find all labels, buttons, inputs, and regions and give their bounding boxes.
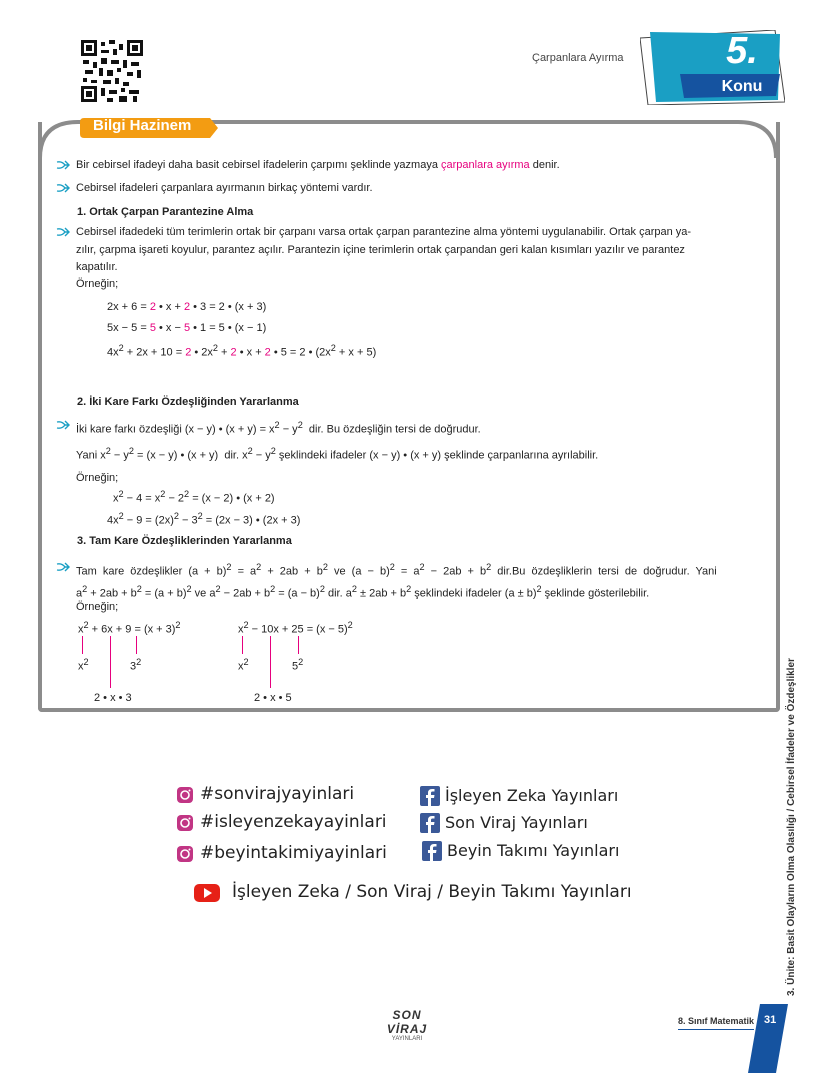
facebook-page-1[interactable]: İşleyen Zeka Yayınları <box>445 786 619 805</box>
arrow-bullet-icon <box>56 183 70 193</box>
pointer-line <box>270 636 271 688</box>
section-3-text-2: $a^2 + 2ab + b^2 = (a + b)^2$ ve $a^2 - 2ab + b^2 = (a - b)^2$ dir. $a^2 \pm 2ab + b^2$ şeklindeki ifadeler $(a \pm b)^2$ şeklinde gösterilebilir. <box>76 584 650 600</box>
instagram-icon <box>176 814 194 832</box>
section-1-text-1: Cebirsel ifadedeki tüm terimlerin ortak bir çarpanı varsa ortak çarpan parantezine alma yöntemi uygulanabilir. Ortak çarpan ya- <box>76 226 692 238</box>
youtube-icon <box>194 884 220 902</box>
facebook-page-2[interactable]: Son Viraj Yayınları <box>445 813 588 832</box>
label-x-squared: $x^2$ <box>238 657 249 673</box>
instagram-handle-3[interactable]: #beyintakimiyayinlari <box>200 843 387 863</box>
qr-code <box>81 40 143 102</box>
equation-3: $4x^2 + 2x + 10 = 2$ • $2x^2 + 2$ • x + 2 • 5 = 2 • $(2x^2 + x + 5)$ <box>107 343 377 359</box>
section-2-text-2: Yani $x^2 - y^2 = (x - y)$ • (x + y) dir. $x^2 - y^2$ şeklindeki ifadeler (x − y) • (x + y) şeklinde çarpanlarına ayrılabilir. <box>76 446 599 462</box>
arrow-bullet-icon <box>56 160 70 170</box>
section-1-text-2: zılır, çarpma işareti koyulur, parantez açılır. Parantezin içine terimlerin ortak çarpandan geri kalan kısımları yazılır ve parantez <box>76 244 685 256</box>
arrow-bullet-icon <box>56 420 70 430</box>
section-3-example-label: Örneğin; <box>76 601 119 613</box>
unit-number: 5. <box>726 30 758 72</box>
page-number: 31 <box>764 1014 777 1026</box>
pointer-line <box>82 636 83 654</box>
equation-5: $4x^2 - 9 = (2x)^2 - 3^2 = (2x - 3)$ • (2x + 3) <box>107 511 301 527</box>
label-x-squared: $x^2$ <box>78 657 89 673</box>
facebook-page-3[interactable]: Beyin Takımı Yayınları <box>447 841 620 860</box>
book-title: 8. Sınıf Matematik <box>678 1016 755 1026</box>
equation-4: $x^2 - 4 = x^2 - 2^2 = (x - 2)$ • (x + 2) <box>113 489 275 505</box>
section-2-title: 2. İki Kare Farkı Özdeşliğinden Yararlanma <box>77 396 299 408</box>
youtube-channel[interactable]: İşleyen Zeka / Son Viraj / Beyin Takımı Yayınları <box>232 882 632 902</box>
logo-sub: YAYINLARI <box>391 1036 423 1042</box>
facebook-icon <box>420 813 440 833</box>
section-3-text-1: Tam kare özdeşlikler $(a + b)^2 = a^2 + 2ab + b^2$ ve $(a - b)^2 = a^2 - 2ab + b^2$ dir.Bu özdeşliklerin tersi de doğrudur. Yani <box>76 562 717 578</box>
section-1-title: 1. Ortak Çarpan Parantezine Alma <box>77 206 254 218</box>
intro-line-2: Cebirsel ifadeleri çarpanlara ayırmanın birkaç yöntemi vardır. <box>76 182 373 194</box>
pointer-line <box>136 636 137 654</box>
equation-6: $x^2 + 6x + 9 = (x + 3)^2$ <box>78 620 181 636</box>
equation-7: $x^2 - 10x + 25 = (x - 5)^2$ <box>238 620 353 636</box>
section-1-example-label: Örneğin; <box>76 278 119 290</box>
label-2x5: 2 • x • 5 <box>254 692 292 704</box>
equation-2: 5x − 5 = 5 • x − 5 • 1 = 5 • (x − 1) <box>107 322 267 334</box>
topic-title: Çarpanlara Ayırma <box>532 52 624 64</box>
pointer-line <box>242 636 243 654</box>
label-2x3: 2 • x • 3 <box>94 692 132 704</box>
section-1-text-3: kapatılır. <box>76 261 118 273</box>
info-tag-label: Bilgi Hazinem <box>93 117 192 134</box>
facebook-icon <box>420 786 440 806</box>
intro-line-1: Bir cebirsel ifadeyi daha basit cebirsel ifadelerin çarpımı şeklinde yazmaya çarpanlara ayırma denir. <box>76 159 560 171</box>
side-caption: 3. Ünite: Basit Olayların Olma Olasılığı / Cebirsel İfadeler ve Özdeşlikler <box>786 658 797 996</box>
unit-label: Konu <box>721 78 763 95</box>
section-3-title: 3. Tam Kare Özdeşliklerinden Yararlanma <box>77 535 292 547</box>
arrow-bullet-icon <box>56 562 70 572</box>
instagram-handle-2[interactable]: #isleyenzekayayinlari <box>200 812 387 832</box>
section-2-text-1: İki kare farkı özdeşliği (x − y) • $(x + y) = x^2 - y^2$ dir. Bu özdeşliğin tersi de doğrudur. <box>76 420 481 436</box>
pointer-line <box>298 636 299 654</box>
arrow-bullet-icon <box>56 227 70 237</box>
instagram-icon <box>176 786 194 804</box>
logo-main: SON VİRAJ <box>386 1008 428 1036</box>
section-2-example-label: Örneğin; <box>76 472 119 484</box>
facebook-icon <box>422 841 442 861</box>
instagram-icon <box>176 845 194 863</box>
footer-rule <box>678 1029 754 1030</box>
pointer-line <box>110 636 111 688</box>
equation-1: 2x + 6 = 2 • x + 2 • 3 = 2 • (x + 3) <box>107 301 267 313</box>
label-5-squared: $5^2$ <box>292 657 304 673</box>
instagram-handle-1[interactable]: #sonvirajyayinlari <box>200 784 355 804</box>
label-3-squared: $3^2$ <box>130 657 142 673</box>
publisher-logo <box>372 1008 442 1042</box>
